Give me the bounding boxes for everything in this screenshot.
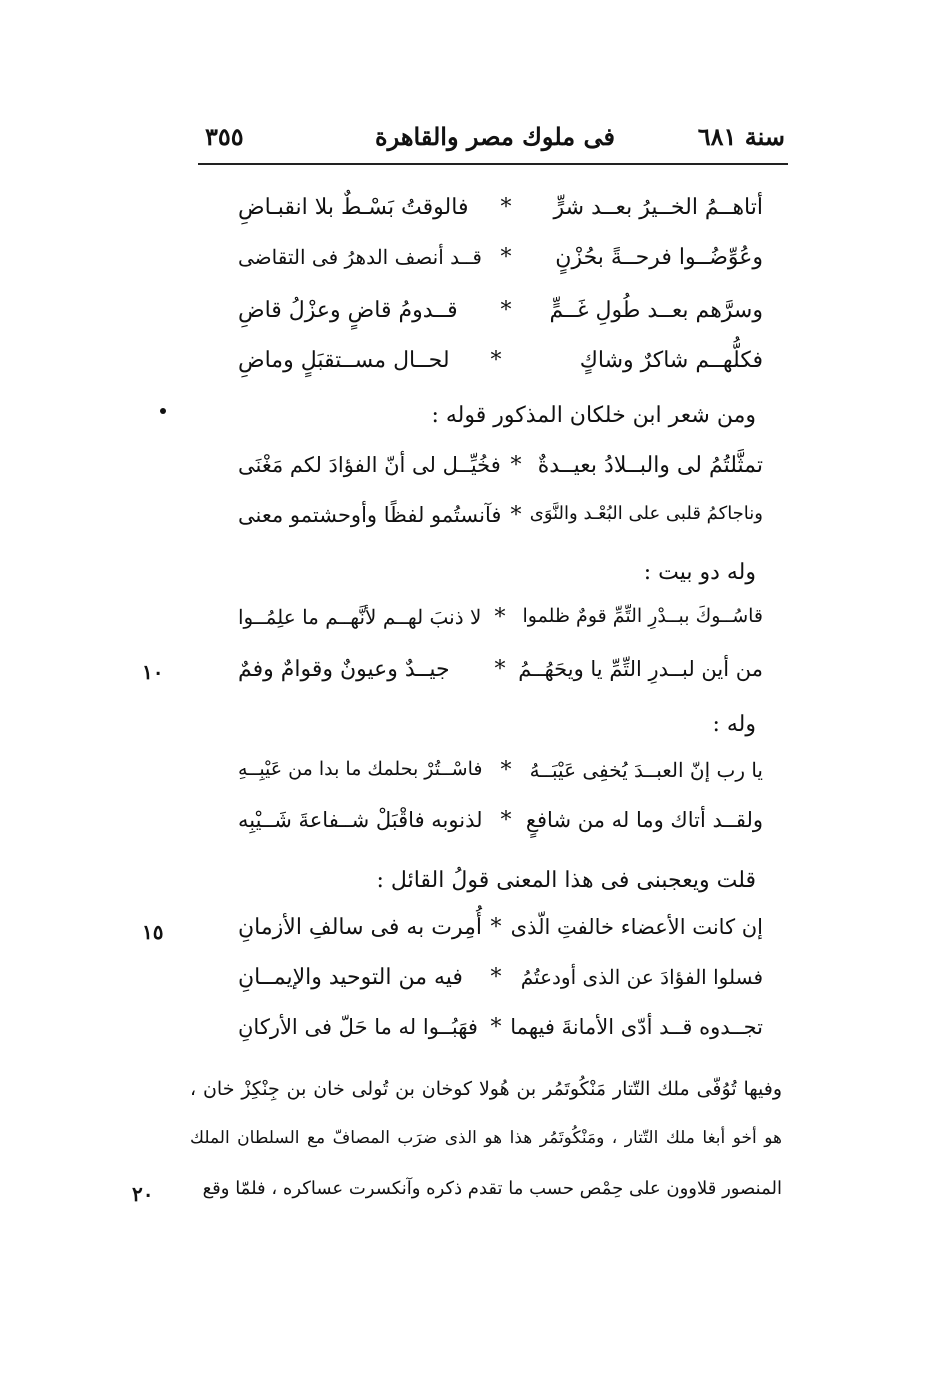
second-hemistich: قــد أنصف الدهرُ فى التقاضى	[238, 245, 482, 269]
first-hemistich: وعُوِّضُــوا فرحــةً بحُزْنٍ	[555, 245, 763, 270]
poem-intro: وله دو بيت :	[643, 560, 756, 585]
line-number-twenty: ٢٠	[132, 1182, 154, 1206]
first-hemistich: تجــدوه قــد أدّى الأمانةَ فيهما	[510, 1015, 763, 1039]
first-hemistich: إن كانت الأعضاء خالفتِ الّذى	[510, 915, 763, 939]
second-hemistich: قــدومُ قاضٍ وعزْلُ قاضِ	[238, 298, 458, 323]
poem-intro: وله :	[712, 712, 756, 737]
prose-line: هو أخو أبغا ملك التّتار ، ومَنْكُوتَمُر هذا هو الذى ضرَب المصافّ مع السلطان الملك	[190, 1128, 782, 1148]
verse-line	[238, 503, 763, 543]
poem-intro: قلت ويعجبنى فى هذا المعنى قولُ القائل :	[376, 868, 756, 893]
first-hemistich: وناجاكمُ قلبى على البُعْـد والنَّوَى	[529, 503, 763, 524]
verse-line	[238, 1015, 763, 1055]
prose-line: المنصور قلاوون على حِمْص حسب ما تقدم ذكره وآنكسرت عساكره ، فلمّا وقع	[202, 1178, 782, 1199]
verse-line	[238, 348, 763, 388]
first-hemistich: فكلُّهــم شاكرٌ وشاكٍ	[579, 348, 763, 373]
first-hemistich: يا رب إنّ العبــدَ يُخفِى عَيْبَــهُ	[529, 758, 763, 782]
verse-line	[238, 965, 763, 1005]
second-hemistich: فالوقتُ بَسْـطٌ بلا انقبـاضِ	[238, 195, 469, 220]
poem-intro: ومن شعر ابن خلكان المذكور قوله :	[431, 403, 756, 428]
second-hemistich: لحــال مســتقبَلٍ وماضِ	[238, 348, 450, 373]
verse-line	[238, 605, 763, 645]
verse-separator: *	[490, 965, 502, 990]
verse-separator: *	[510, 453, 522, 478]
running-header	[205, 122, 785, 162]
second-hemistich: فآنستُمو لفظًا وأوحشتمو معنى	[238, 503, 502, 527]
verse-separator: *	[500, 298, 512, 323]
second-hemistich: أُمِرت به فى سالفِ الأزمانِ	[238, 915, 483, 940]
first-hemistich: تمثَّلتُمُ لى والبــلادُ بعيــدةٌ	[537, 453, 763, 478]
margin-dot	[160, 408, 166, 414]
page-number: ٣٥٥	[205, 122, 244, 151]
second-hemistich: فاسْــتُرْ بحلمك ما بدا من عَيْبِــهِ	[238, 758, 483, 780]
first-hemistich: فسلوا الفؤادَ عن الذى أودعتُمُ	[520, 965, 763, 989]
verse-line	[238, 758, 763, 798]
verse-line	[238, 808, 763, 848]
header-rule	[198, 163, 788, 165]
verse-line	[238, 298, 763, 338]
first-hemistich: من أين لبــدرِ التِّمِّ يا ويحَهُــمُ	[518, 657, 763, 681]
verse-line	[238, 915, 763, 955]
verse-separator: *	[500, 808, 512, 833]
verse-separator: *	[500, 195, 512, 220]
verse-separator: *	[494, 657, 506, 682]
verse-separator: *	[490, 915, 502, 940]
verse-separator: *	[500, 245, 512, 270]
line-number-fifteen: ١٥	[142, 920, 164, 944]
second-hemistich: فهَبُــوا له ما حَلّ فى الأركانِ	[238, 1015, 478, 1039]
second-hemistich: جيــدٌ وعيونٌ وقوامٌ وفمٌ	[238, 657, 450, 682]
second-hemistich: لذنوبه فاقْبَلْ شــفاعةَ شَــيْبِه	[238, 808, 483, 832]
second-hemistich: لا ذنبَ لهــم لأنَّهــم ما علِمُــوا	[238, 605, 482, 629]
verse-line	[238, 453, 763, 493]
verse-separator: *	[490, 1015, 502, 1040]
verse-line	[238, 245, 763, 285]
first-hemistich: قاسُــوكَ ببــدْرِ التِّمِّ قومٌ ظلموا	[522, 605, 763, 627]
verse-line	[238, 657, 763, 697]
first-hemistich: ولقــد أتاك وما له من شافعٍ	[525, 808, 763, 832]
first-hemistich: وسرَّهم بعــد طُولِ غَــمٍّ	[549, 298, 763, 323]
first-hemistich: أتاهــمُ الخــيرُ بعــد شرٍّ	[553, 195, 763, 220]
verse-separator: *	[494, 605, 506, 630]
verse-separator: *	[490, 348, 502, 373]
second-hemistich: فيه من التوحيد والإيمــانِ	[238, 965, 463, 990]
second-hemistich: فخُيِّــل لى أنّ الفؤادَ لكم مَغْنَى	[238, 453, 501, 477]
prose-line: وفيها تُوُفّى ملك التّتار مَنْكُوتَمُر بن هُولا كوخان بن تُولى خان بن جِنْكِزْ خان ،	[190, 1078, 782, 1100]
year-heading: سنة ٦٨١	[697, 122, 785, 151]
verse-separator: *	[500, 758, 512, 783]
running-title: فى ملوك مصر والقاهرة	[375, 122, 615, 151]
verse-separator: *	[510, 503, 522, 528]
verse-line	[238, 195, 763, 235]
line-number-ten: ١٠	[142, 660, 164, 684]
